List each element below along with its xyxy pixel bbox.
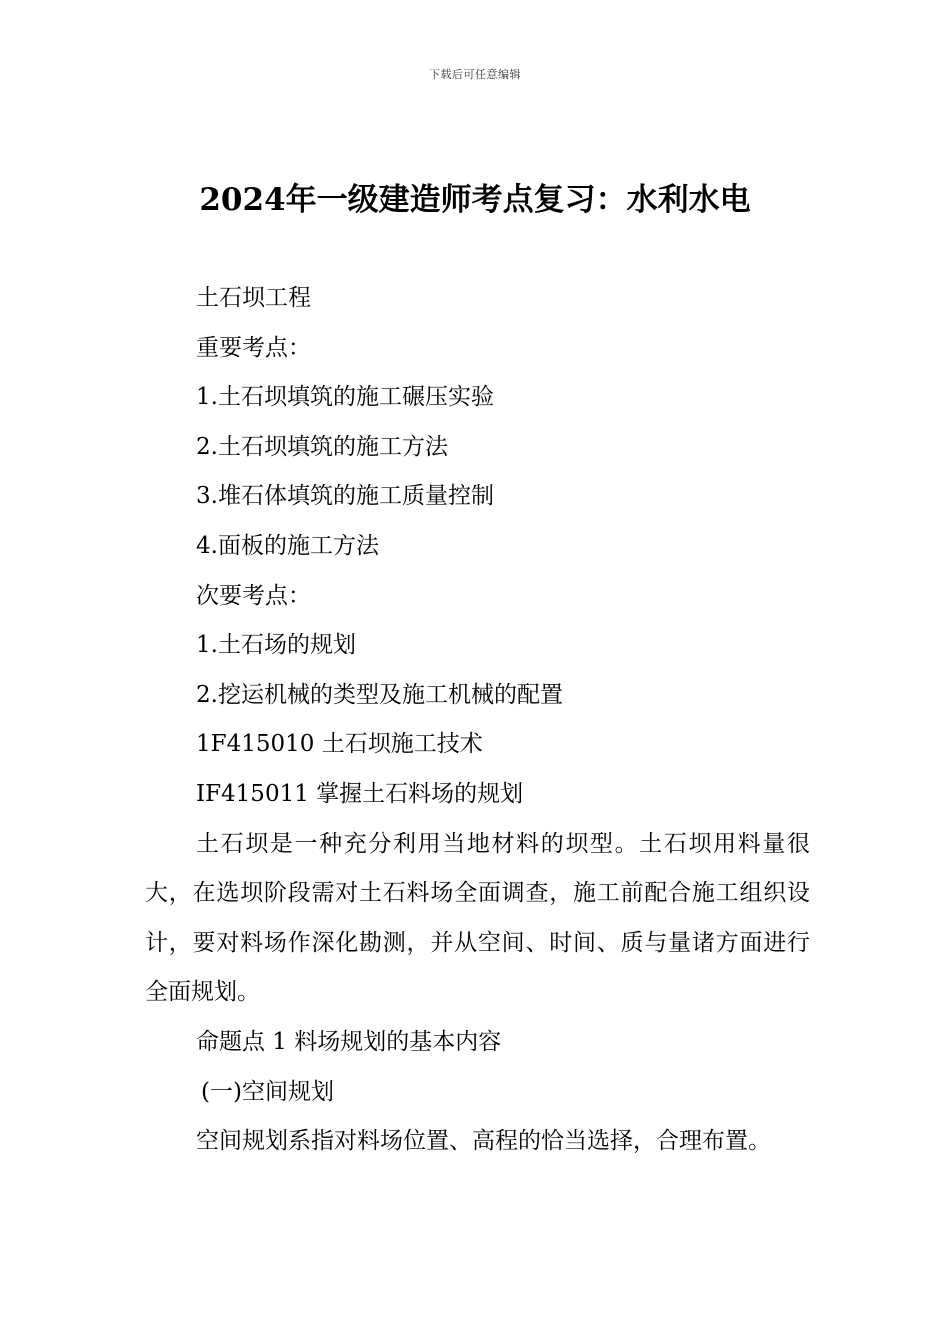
- document-body: [145, 274, 810, 1167]
- list-item: 2.土石坝填筑的施工方法: [196, 433, 448, 460]
- paragraph: 土石坝是一种充分利用当地材料的坝型。土石坝用料量很大，在选坝阶段需对土石料场全面调查，施工前配合施工组织设计，要对料场作深化勘测，并从空间、时间、质与量诸方面进行全面规划。: [145, 830, 810, 1006]
- document-title: 2024年一级建造师考点复习：水利水电: [199, 182, 751, 218]
- topic-heading: 命题点 1 料场规划的基本内容: [196, 1028, 502, 1055]
- secondary-points-label: 次要考点：: [196, 582, 311, 609]
- list-item: 1.土石场的规划: [196, 632, 356, 659]
- paragraph: 空间规划系指对料场位置、高程的恰当选择，合理布置。: [196, 1128, 771, 1155]
- subsection-heading: IF415011 掌握土石料场的规划: [196, 780, 524, 807]
- subsection-heading: 1F415010 土石坝施工技术: [196, 731, 483, 758]
- header-note: 下载后可任意编辑: [429, 68, 521, 81]
- list-item: 3.堆石体填筑的施工质量控制: [196, 483, 494, 510]
- topic-subheading: (一)空间规划: [201, 1078, 334, 1105]
- list-item: 1.土石坝填筑的施工碾压实验: [196, 384, 494, 411]
- list-item: 2.挖运机械的类型及施工机械的配置: [196, 681, 563, 708]
- section-heading: 土石坝工程: [196, 285, 311, 311]
- key-points-label: 重要考点：: [196, 334, 311, 361]
- list-item: 4.面板的施工方法: [196, 532, 379, 559]
